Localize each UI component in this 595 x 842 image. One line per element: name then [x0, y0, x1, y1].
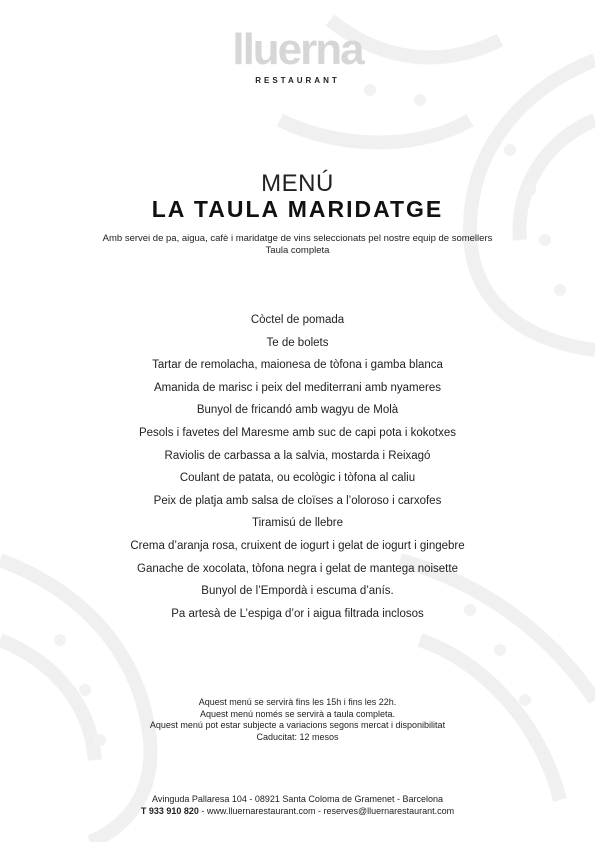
- condition-line: Aquest menú només se servirà a taula completa.: [199, 708, 396, 719]
- footer-contact: [0, 793, 595, 817]
- dish-list: [0, 312, 595, 628]
- logo-wordmark: lluerna: [232, 25, 363, 74]
- menu-conditions: [0, 697, 595, 743]
- footer-web-email: - www.lluernarestaurant.com - reserves@lluernarestaurant.com: [198, 806, 455, 816]
- footer-address: Avinguda Pallaresa 104 - 08921 Santa Coloma de Gramenet - Barcelona: [151, 794, 443, 804]
- menu-heading: MENÚ: [261, 170, 334, 197]
- menu-description: Amb servei de pa, aigua, cafè i maridatge de vins seleccionats pel nostre equip de somellers: [102, 233, 493, 244]
- menu-name: LA TAULA MARIDATGE: [151, 196, 444, 222]
- dish-item: Ganache de xocolata, tòfona negra i gelat de mantega noisette: [137, 562, 458, 575]
- restaurant-logo: [0, 25, 595, 85]
- dish-item: Te de bolets: [266, 336, 329, 349]
- condition-line: Aquest menú se servirà fins les 15h i fins les 22h.: [198, 697, 397, 707]
- footer-phone: T 933 910 820: [140, 806, 199, 816]
- dish-item: Pa artesà de L’espiga d’or i aigua filtrada inclosos: [171, 607, 424, 620]
- dish-item: Amanida de marisc i peix del mediterrani amb nyameres: [154, 381, 441, 394]
- menu-description-block: [0, 233, 595, 257]
- dish-item: Pesols i favetes del Maresme amb suc de capi pota i kokotxes: [138, 426, 457, 439]
- logo-subtitle: RESTAURANT: [255, 76, 340, 85]
- dish-item: Bunyol de fricandó amb wagyu de Molà: [196, 404, 399, 417]
- dish-item: Coulant de patata, ou ecològic i tòfona al caliu: [179, 472, 416, 485]
- condition-line: Aquest menú pot estar subjecte a variacions segons mercat i disponibilitat: [149, 720, 446, 730]
- dish-item: Raviolis de carbassa a la salvia, mostarda i Reixagó: [164, 449, 431, 462]
- dish-item: Bunyol de l’Empordà i escuma d’anís.: [201, 585, 394, 598]
- condition-line: Caducitat: 12 mesos: [256, 731, 339, 742]
- dish-item: Còctel de pomada: [250, 314, 345, 326]
- dish-item: Peix de platja amb salsa de cloïses a l’oloroso i carxofes: [153, 494, 442, 507]
- footer-contact-line: [0, 805, 595, 817]
- dish-item: Tiramisú de llebre: [252, 517, 343, 530]
- dish-item: Crema d’aranja rosa, cruixent de iogurt i gelat de iogurt i gingebre: [130, 539, 465, 552]
- menu-note: Taula completa: [265, 245, 330, 256]
- dish-item: Tartar de remolacha, maionesa de tòfona i gamba blanca: [152, 359, 443, 372]
